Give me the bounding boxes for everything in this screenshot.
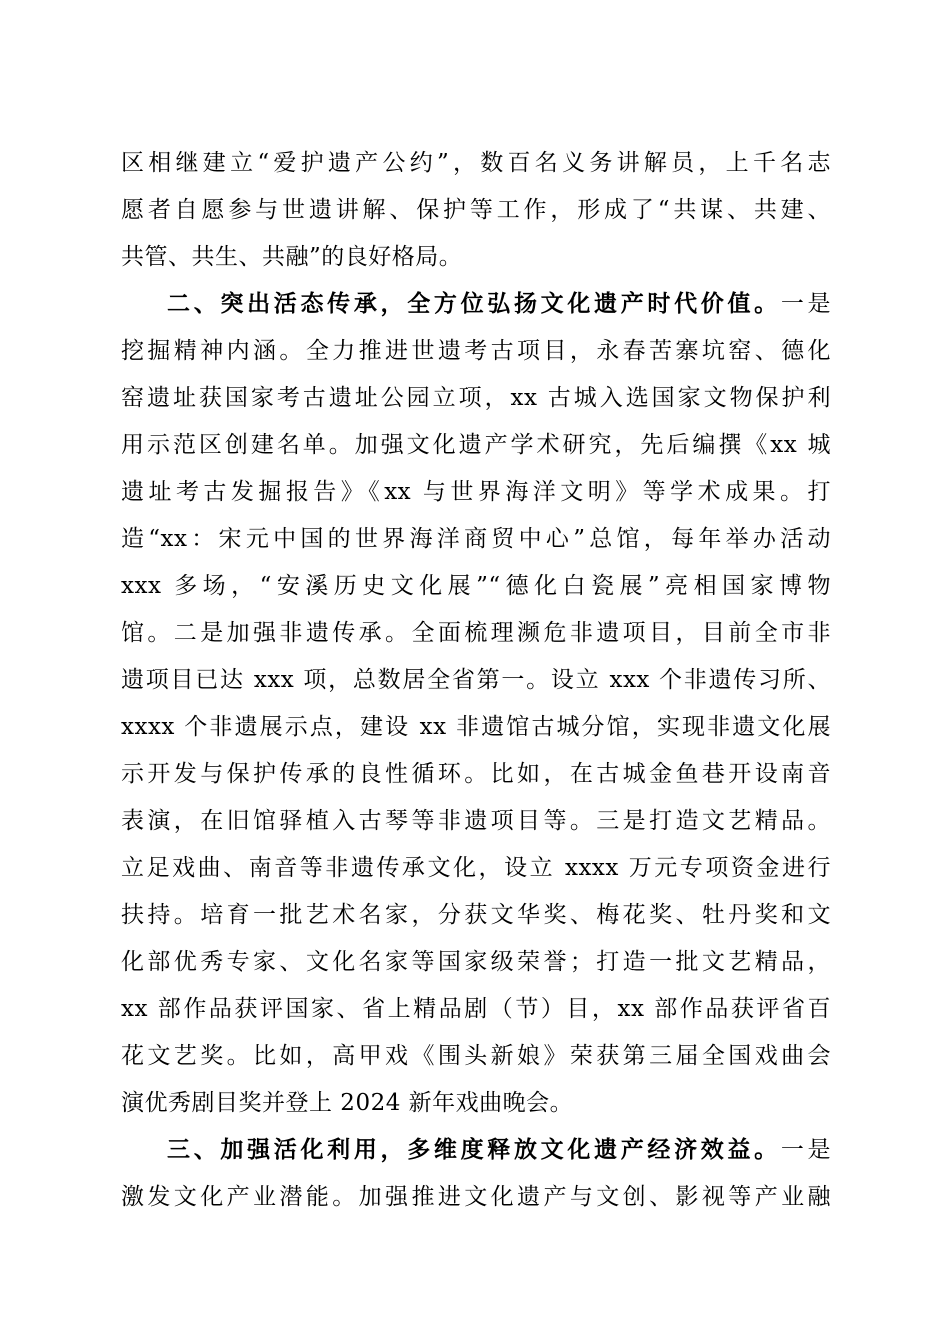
paragraph-1-line-1: 区相继建立“爱护遗产公约”，数百名义务讲解员，上千名志 <box>121 150 831 176</box>
paragraph-2-line: xxx 多场，“安溪历史文化展”“德化白瓷展”亮相国家博物 <box>121 573 831 599</box>
paragraph-3-line: 激发文化产业潜能。加强推进文化遗产与文创、影视等产业融 <box>121 1184 831 1210</box>
paragraph-2-line: 遗址考古发掘报告》《xx 与世界海洋文明》等学术成果。打 <box>121 479 831 505</box>
paragraph-2-first-line-rest: 一是 <box>780 291 831 317</box>
paragraph-2-line: 窑遗址获国家考古遗址公园立项，xx 古城入选国家文物保护利 <box>121 385 831 411</box>
paragraph-1-line-2: 愿者自愿参与世遗讲解、保护等工作，形成了“共谋、共建、 <box>121 197 831 223</box>
paragraph-1-line-3: 共管、共生、共融”的良好格局。 <box>121 244 463 270</box>
paragraph-2-line: 馆。二是加强非遗传承。全面梳理濒危非遗项目，目前全市非 <box>121 620 831 646</box>
paragraph-2-line: xxxx 个非遗展示点，建设 xx 非遗馆古城分馆，实现非遗文化展 <box>121 714 831 740</box>
paragraph-2-line: 表演，在旧馆驿植入古琴等非遗项目等。三是打造文艺精品。 <box>121 808 831 834</box>
paragraph-3-first-line <box>167 1133 831 1167</box>
paragraph-2-last-line: 演优秀剧目奖并登上 2024 新年戏曲晚会。 <box>121 1090 574 1116</box>
paragraph-2-line: 示开发与保护传承的良性循环。比如，在古城金鱼巷开设南音 <box>121 761 831 787</box>
paragraph-2-heading: 二、突出活态传承，全方位弘扬文化遗产时代价值。 <box>167 290 781 317</box>
paragraph-2-line: 化部优秀专家、文化名家等国家级荣誉；打造一批文艺精品， <box>121 949 831 975</box>
paragraph-2-first-line <box>167 287 831 321</box>
paragraph-2-line: 造“xx：宋元中国的世界海洋商贸中心”总馆，每年举办活动 <box>121 526 831 552</box>
paragraph-2-line: xx 部作品获评国家、省上精品剧（节）目，xx 部作品获评省百 <box>121 996 831 1022</box>
paragraph-2-line: 花文艺奖。比如，高甲戏《围头新娘》荣获第三届全国戏曲会 <box>121 1043 831 1069</box>
paragraph-2-line: 用示范区创建名单。加强文化遗产学术研究，先后编撰《xx 城 <box>121 432 831 458</box>
paragraph-2-line: 挖掘精神内涵。全力推进世遗考古项目，永春苦寨坑窑、德化 <box>121 338 831 364</box>
paragraph-3-heading: 三、加强活化利用，多维度释放文化遗产经济效益。 <box>167 1136 781 1163</box>
paragraph-2-line: 遗项目已达 xxx 项，总数居全省第一。设立 xxx 个非遗传习所、 <box>121 667 831 693</box>
paragraph-2-line: 扶持。培育一批艺术名家，分获文华奖、梅花奖、牡丹奖和文 <box>121 902 831 928</box>
paragraph-2-line: 立足戏曲、南音等非遗传承文化，设立 xxxx 万元专项资金进行 <box>121 855 831 881</box>
paragraph-3-first-line-rest: 一是 <box>780 1137 831 1163</box>
